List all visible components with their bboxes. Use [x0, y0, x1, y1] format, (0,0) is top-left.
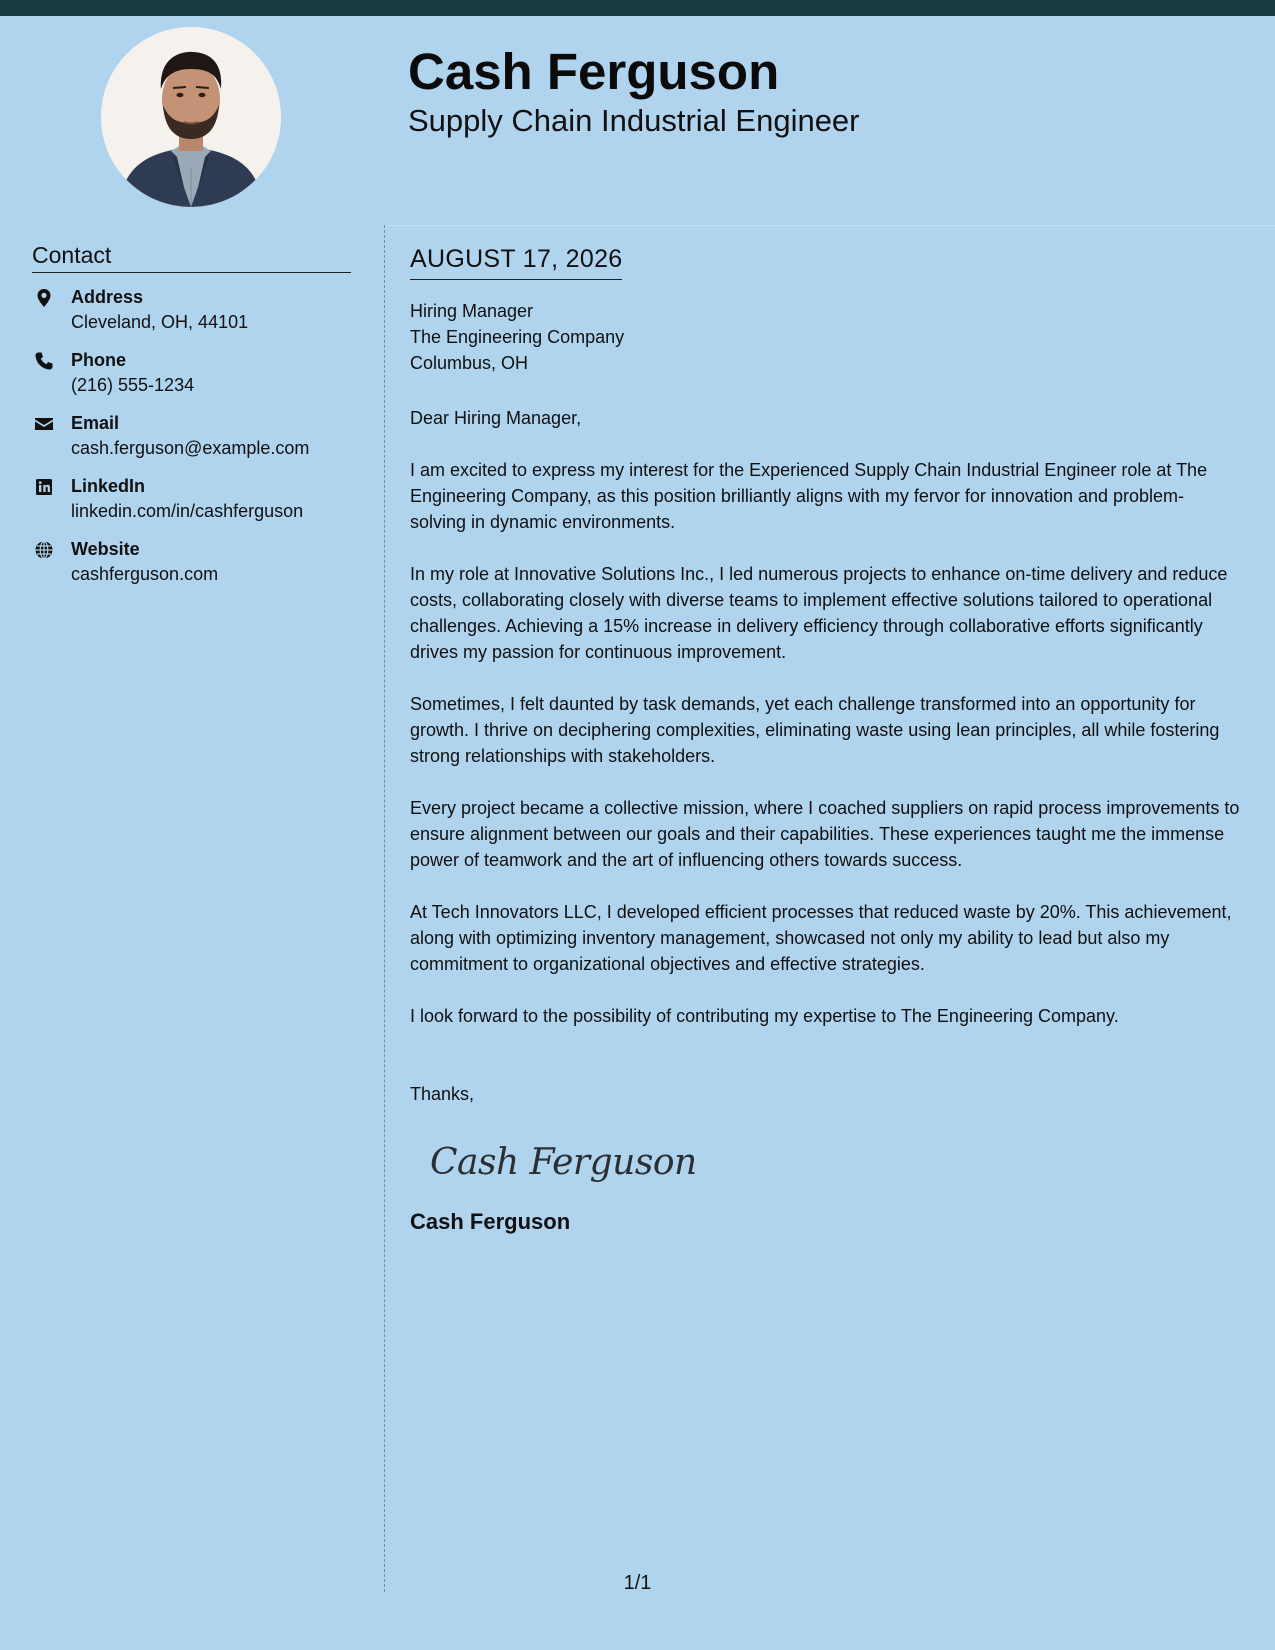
contact-label-linkedin: LinkedIn [71, 476, 146, 496]
letter-paragraph: In my role at Innovative Solutions Inc., I led numerous projects to enhance on-time delivery and reduce costs, collaborating closely with diverse teams to implement effective solutions tailored to operational challenges. Achieving a 15% increase in delivery efficiency through collaborative efforts significantly drives my passion for continuous improvement. [410, 564, 1228, 662]
letter-paragraph: I am excited to express my interest for the Experienced Supply Chain Industrial Engineer role at The Engineering Company, as this position brilliantly aligns with my fervor for innovation and problem-solving in dynamic environments. [410, 460, 1208, 532]
letter-paragraph: I look forward to the possibility of contributing my expertise to The Engineering Company. [410, 1006, 1119, 1026]
recipient-line: Hiring Manager [410, 301, 534, 321]
contact-label-address: Address [71, 287, 144, 307]
top-bar [0, 0, 1275, 16]
contact-list [32, 285, 377, 600]
contact-item-linkedin [32, 474, 377, 537]
profile-photo [101, 27, 281, 207]
letter-text [410, 405, 1240, 1029]
letter-paragraph: At Tech Innovators LLC, I developed efficient processes that reduced waste by 20%. This achievement, along with optimizing inventory management, showcased not only my ability to lead but also my commitment to organizational objectives and effective strategies. [410, 902, 1232, 974]
envelope-icon [34, 414, 54, 434]
contact-item-address [32, 285, 377, 348]
applicant-name: Cash Ferguson [408, 43, 780, 100]
contact-label-email: Email [71, 413, 120, 433]
signoff-name: Cash Ferguson [410, 1209, 571, 1234]
globe-icon [34, 540, 54, 560]
contact-label-website: Website [71, 539, 140, 559]
applicant-job-title: Supply Chain Industrial Engineer [408, 103, 860, 138]
contact-item-website [32, 537, 377, 600]
letter-paragraph: Every project became a collective mission, where I coached suppliers on rapid process improvements to ensure alignment between our goals and their capabilities. These experiences taught me the immense power of teamwork and the art of influencing others towards success. [410, 798, 1240, 870]
letter-body [410, 242, 1240, 1237]
contact-value-linkedin[interactable]: linkedin.com/in/cashferguson [71, 501, 304, 521]
location-pin-icon [34, 288, 54, 308]
recipient-line: The Engineering Company [410, 327, 625, 347]
header-divider [384, 225, 1275, 226]
contact-value-email[interactable]: cash.ferguson@example.com [71, 438, 310, 458]
closing: Thanks, [410, 1084, 475, 1104]
contact-value-address: Cleveland, OH, 44101 [71, 312, 249, 332]
recipient-line: Columbus, OH [410, 353, 529, 373]
recipient-block [410, 298, 1240, 376]
linkedin-icon [34, 477, 54, 497]
contact-item-email [32, 411, 377, 474]
contact-value-website[interactable]: cashferguson.com [71, 564, 219, 584]
contact-heading: Contact [32, 240, 351, 273]
letter-date: AUGUST 17, 2026 [410, 242, 622, 280]
contact-item-phone [32, 348, 377, 411]
handwritten-signature: Cash Ferguson [430, 1142, 697, 1183]
salutation: Dear Hiring Manager, [410, 408, 582, 428]
column-divider [384, 225, 385, 1592]
page-number: 1/1 [623, 1572, 652, 1594]
letter-paragraph: Sometimes, I felt daunted by task demands, yet each challenge transformed into an opportunity for growth. I thrive on deciphering complexities, eliminating waste using lean principles, all while fostering strong relationships with stakeholders. [410, 694, 1220, 766]
phone-icon [34, 351, 54, 371]
contact-value-phone: (216) 555-1234 [71, 375, 195, 395]
contact-label-phone: Phone [71, 350, 127, 370]
